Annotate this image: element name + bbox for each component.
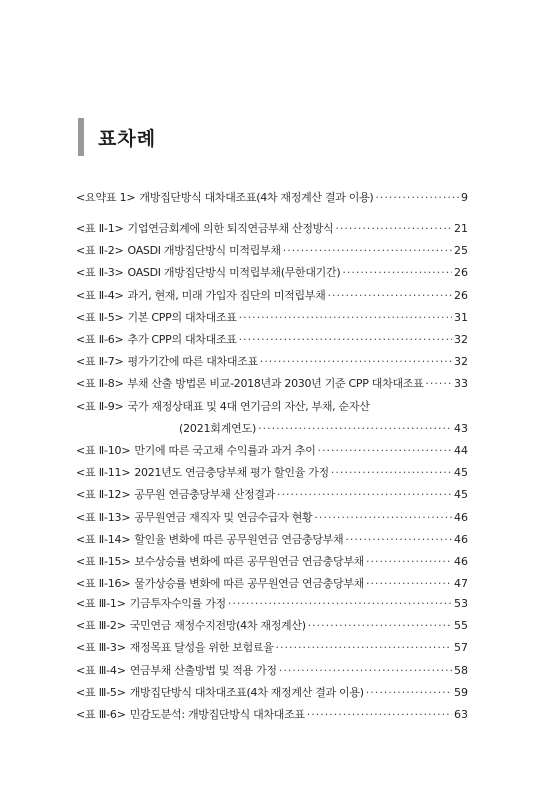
leader-dots [276, 638, 452, 658]
page-number: 33 [454, 377, 468, 391]
toc-entry[interactable] [76, 441, 468, 461]
leader-dots [318, 441, 452, 461]
page-title: 표차례 [98, 127, 157, 150]
toc-entry[interactable] [76, 374, 468, 394]
page-number: 32 [454, 355, 468, 369]
leader-dots [277, 485, 452, 505]
table-title: 기업연금회계에 의한 퇴직연금부채 산정방식 [127, 222, 334, 235]
table-number: <표 Ⅱ-12> [76, 488, 131, 502]
table-title: 공무원 연금충당부채 산정결과 [134, 488, 275, 502]
toc-entry[interactable] [76, 397, 468, 417]
toc-entry[interactable] [76, 485, 468, 505]
table-number: <표 Ⅱ-1> [76, 222, 124, 235]
table-number: <표 Ⅱ-9> [76, 399, 124, 413]
table-number: <표 Ⅲ-1> [76, 597, 126, 610]
page-number: 53 [454, 597, 468, 610]
table-number: <표 Ⅱ-11> [76, 466, 131, 480]
page-number: 46 [454, 532, 468, 546]
toc-entry[interactable] [76, 352, 468, 372]
table-title: 과거, 현재, 미래 가입자 집단의 미적립부채 [127, 288, 326, 302]
table-title: 추가 CPP의 대차대조표 [127, 333, 237, 346]
leader-dots [345, 530, 452, 550]
table-number: <표 Ⅲ-6> [76, 708, 126, 721]
toc-entry[interactable] [76, 552, 468, 572]
leader-dots [239, 330, 452, 350]
table-number: <표 Ⅱ-7> [76, 355, 124, 369]
page-number: 25 [454, 244, 468, 258]
page-number: 32 [454, 333, 468, 346]
page-number: 45 [454, 466, 468, 480]
table-number: <표 Ⅲ-3> [76, 641, 126, 655]
table-number: <표 Ⅲ-5> [76, 685, 126, 699]
table-title: 기본 CPP의 대차대조표 [127, 310, 237, 324]
toc-entry[interactable] [76, 683, 468, 703]
table-title: 보수상승률 변화에 따른 공무원연금 연금충당부채 [134, 555, 364, 568]
leader-dots [283, 241, 452, 261]
table-number: <표 Ⅱ-15> [76, 555, 131, 568]
table-number: <표 Ⅱ-14> [76, 532, 131, 546]
toc-entry[interactable] [76, 286, 468, 306]
toc-entry[interactable] [76, 330, 468, 350]
toc-entry[interactable] [76, 705, 468, 725]
heading-block [78, 118, 156, 156]
table-title: 재정목표 달성을 위한 보험료율 [129, 641, 274, 655]
table-number: <표 Ⅱ-6> [76, 333, 124, 346]
leader-dots [366, 683, 452, 703]
table-number: <요약표 1> [76, 191, 136, 204]
page-number: 58 [454, 663, 468, 677]
leader-dots [308, 616, 452, 636]
toc-entry[interactable] [76, 638, 468, 658]
table-title: 기금투자수익률 가정 [129, 597, 226, 610]
table-title: 공무원연금 재직자 및 연금수급자 현황 [134, 510, 313, 524]
leader-dots [375, 188, 459, 208]
table-title: 할인율 변화에 따른 공무원연금 연금충당부채 [134, 532, 344, 546]
table-number: <표 Ⅱ-10> [76, 444, 131, 457]
page-number: 55 [454, 619, 468, 633]
leader-dots [327, 286, 452, 306]
table-number: <표 Ⅱ-13> [76, 510, 131, 524]
table-title: 개방집단방식 대차대조표(4차 재정계산 결과 이용) [129, 685, 364, 699]
page-number: 57 [454, 641, 468, 655]
toc-entry-continuation[interactable] [76, 419, 468, 439]
table-title: OASDI 개방집단방식 미적립부채 [127, 244, 281, 258]
table-title: 국가 재정상태표 및 4대 연기금의 자산, 부채, 순자산 [127, 399, 370, 413]
page-number: 46 [454, 510, 468, 524]
table-number: <표 Ⅱ-3> [76, 266, 124, 280]
table-title: 평가기간에 따른 대차대조표 [127, 355, 258, 369]
table-number: <표 Ⅱ-4> [76, 288, 124, 302]
toc-entry[interactable] [76, 219, 468, 239]
leader-dots [260, 352, 452, 372]
page-number: 9 [461, 191, 468, 204]
page-number: 44 [454, 444, 468, 457]
table-title: OASDI 개방집단방식 미적립부채(무한대기간) [127, 266, 341, 280]
table-title: 2021년도 연금충당부채 평가 할인율 가정 [134, 466, 329, 480]
table-title: 국민연금 재정수지전망(4차 재정계산) [129, 619, 306, 633]
table-title: 연금부채 산출방법 및 적용 가정 [129, 663, 277, 677]
page-number: 43 [454, 421, 468, 435]
page-number: 21 [454, 222, 468, 235]
toc-entry[interactable] [76, 661, 468, 681]
toc-entry[interactable] [76, 188, 468, 208]
table-title: 부채 산출 방법론 비교-2018년과 2030년 기준 CPP 대차대조표 [127, 377, 424, 391]
page-number: 63 [454, 708, 468, 721]
page-number: 46 [454, 555, 468, 568]
leader-dots [331, 463, 452, 483]
table-title-continuation: (2021회계연도) [179, 421, 257, 435]
heading-accent-bar [78, 118, 84, 156]
leader-dots [239, 308, 452, 328]
leader-dots [307, 705, 452, 725]
leader-dots [335, 219, 452, 239]
leader-dots [258, 419, 452, 439]
table-number: <표 Ⅱ-16> [76, 577, 131, 591]
leader-dots [366, 574, 452, 594]
table-number: <표 Ⅲ-2> [76, 619, 126, 633]
page-number: 26 [454, 288, 468, 302]
leader-dots [366, 552, 452, 572]
table-number: <표 Ⅱ-2> [76, 244, 124, 258]
table-title: 민감도분석: 개방집단방식 대차대조표 [129, 708, 305, 721]
toc-entry[interactable] [76, 574, 468, 594]
table-number: <표 Ⅲ-4> [76, 663, 126, 677]
toc-entry[interactable] [76, 241, 468, 261]
table-number: <표 Ⅱ-8> [76, 377, 124, 391]
toc-entry[interactable] [76, 463, 468, 483]
leader-dots [228, 594, 452, 614]
toc-entry[interactable] [76, 308, 468, 328]
page-number: 45 [454, 488, 468, 502]
table-title: 만기에 따른 국고채 수익률과 과거 추이 [134, 444, 316, 457]
page-number: 47 [454, 577, 468, 591]
toc-entry[interactable] [76, 530, 468, 550]
page-number: 59 [454, 685, 468, 699]
leader-dots [342, 263, 452, 283]
toc-entry[interactable] [76, 263, 468, 283]
toc-entry[interactable] [76, 616, 468, 636]
toc-entry[interactable] [76, 508, 468, 528]
page-number: 31 [454, 310, 468, 324]
table-title: 개방집단방식 대차대조표(4차 재정계산 결과 이용) [139, 191, 374, 204]
toc-entry[interactable] [76, 594, 468, 614]
leader-dots [279, 661, 452, 681]
table-number: <표 Ⅱ-5> [76, 310, 124, 324]
page-number: 26 [454, 266, 468, 280]
leader-dots [314, 508, 452, 528]
table-title: 물가상승률 변화에 따른 공무원연금 연금충당부채 [134, 577, 364, 591]
leader-dots [425, 374, 452, 394]
